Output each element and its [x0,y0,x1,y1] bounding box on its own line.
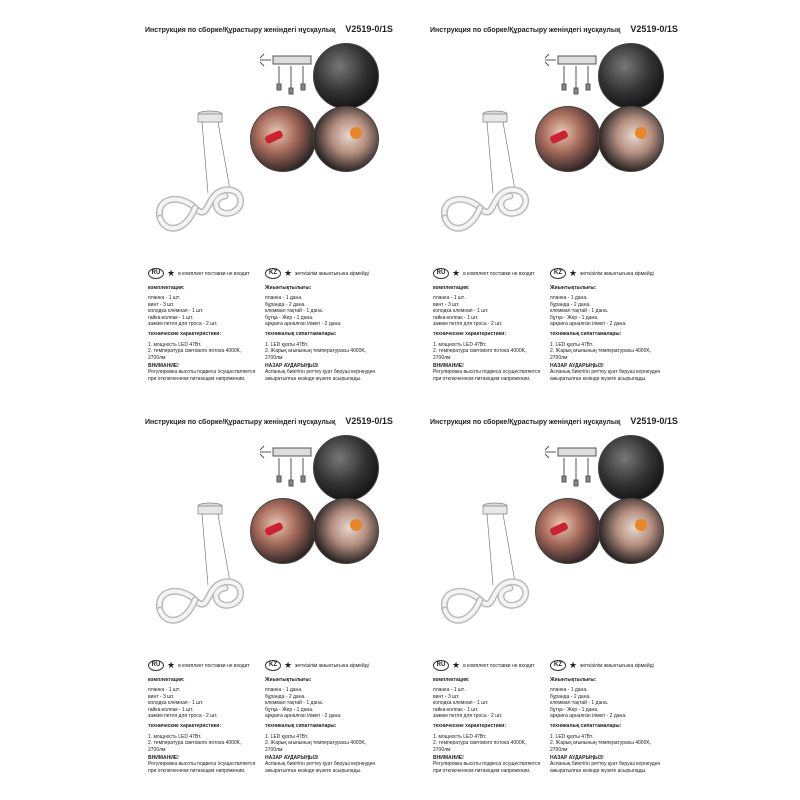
ru-kit-item: винт - 3 шт. [148,693,175,700]
ru-section [433,660,553,774]
kz-header-text: жеткізілім жиынтығына кірмейді [295,662,369,669]
ru-kit-item: колодка клемная - 1 шт. [433,308,489,315]
ru-kit-item: планка - 1 шт. [433,687,465,694]
ru-warning-text: Регулировка высоты подвеса осуществляется [148,369,256,376]
ru-header-text: в комплект поставки не входит [178,662,250,669]
kz-kit-item: бұранда - 2 дана. [550,301,591,308]
kz-kit-item: арқанға арналған ілмегі - 2 дана. [265,713,342,720]
kz-warning-label: НАЗАР АУДАРЫҢЫЗ! [550,363,604,370]
star-icon: ★ [452,268,461,279]
kz-flag-icon: KZ [265,268,281,279]
ru-section [148,268,268,382]
ru-flag-icon: RU [433,268,449,279]
kz-header [550,268,670,279]
kz-kit-item: бұтқа - Жер - 1 дана. [265,706,314,713]
kz-kit-item: арқанға арналған ілмегі - 2 дана. [550,321,627,328]
kz-kit-item: клеммал тақтай - 1 дана. [550,700,609,707]
kz-spec-item: 2700лм [265,746,283,753]
kz-header [265,268,385,279]
photo-cable-clamp [598,498,664,564]
ru-section [433,268,553,382]
kz-kit-item: арқанға арналған ілмегі - 2 дана. [265,321,342,328]
kz-warning-text: ажыратылған кезінде жүзеге асырылады. [550,767,647,774]
star-icon: ★ [569,660,578,671]
model-code: V2519-0/1S [630,24,678,34]
kz-spec-item: 2700лм [265,354,283,361]
star-icon: ★ [452,660,461,671]
ru-spec-item: 2. температура светового потока 4000K, [433,348,527,355]
kz-warning-label: НАЗАР АУДАРЫҢЫЗ! [265,363,319,370]
ru-kit-item: зажим петля для троса - 2 шт. [433,321,503,328]
kz-kit-item: бұтқа - Жер - 1 дана. [550,706,599,713]
ru-kit-item: винт - 3 шт. [148,301,175,308]
ru-header [433,268,553,279]
title-text: Инструкция по сборке/Құрастыру женіндегі нұсқаулық [145,419,336,426]
ru-kit-item: колодка клемная - 1 шт. [433,700,489,707]
ru-section [148,660,268,774]
kz-flag-icon: KZ [550,660,566,671]
kz-kit-item: бұранда - 2 дана. [265,301,306,308]
ru-warning-label: ВНИМАНИЕ! [148,755,179,762]
model-code: V2519-0/1S [345,24,393,34]
ru-kit-item: винт - 3 шт. [433,301,460,308]
ru-spec-item: 1. мощность LED 47Вт. [148,341,202,348]
kz-header-text: жеткізілім жиынтығына кірмейді [295,270,369,277]
kz-header [265,660,385,671]
kz-kit-label: Жиынтықтылығы: [265,677,312,683]
kz-spec-item: 2. Жарық ағынының температурасы 4000K, [550,740,652,747]
kz-spec-item: 1. LED қуаты 47Вт. [265,733,309,740]
star-icon: ★ [284,660,293,671]
ru-kit-label: комплектация: [433,677,470,683]
ru-spec-item: 2. температура светового потока 4000K, [148,348,242,355]
instruction-sheet [425,18,705,382]
kz-flag-icon: KZ [265,660,281,671]
photo-cable-clamp [598,106,664,172]
kz-kit-item: бұранда - 2 дана. [265,693,306,700]
kz-spec-label: техникалық сипаттамалары: [550,331,622,338]
instruction-sheet [140,410,420,774]
ru-spec-item: 1. мощность LED 47Вт. [148,733,202,740]
ru-kit-item: гайка-колпак - 1 шт. [148,314,194,321]
ru-spec-item: 1. мощность LED 47Вт. [433,733,487,740]
lamp-illustration [435,98,545,248]
kz-spec-item: 2. Жарық ағынының температурасы 4000K, [265,348,367,355]
star-icon: ★ [284,268,293,279]
photo-wiring [598,43,664,109]
kz-warning-text: ажыратылған кезінде жүзеге асырылады. [265,767,362,774]
ru-spec-label: технические характеристики: [148,723,221,730]
kz-warning-label: НАЗАР АУДАРЫҢЫЗ! [265,755,319,762]
kz-spec-item: 2. Жарық ағынының температурасы 4000K, [265,740,367,747]
kz-warning-text: Аспаның биіктігін реттеу қуат беруші кернеуден [550,761,661,768]
ru-spec-label: технические характеристики: [148,331,221,338]
kz-header [550,660,670,671]
kz-section [265,660,385,774]
ru-warning-label: ВНИМАНИЕ! [433,755,464,762]
ru-warning-text: при отключенном питающем напряжении. [433,375,531,382]
ru-kit-item: гайка-колпак - 1 шт. [433,314,479,321]
kz-kit-item: планка - 1 дана. [550,687,588,694]
ru-spec-item: 2. температура светового потока 4000K, [148,740,242,747]
kz-spec-item: 1. LED қуаты 47Вт. [550,733,594,740]
kz-warning-text: Аспаның биіктігін реттеу қуат беруші кернеуден [265,369,376,376]
ru-kit-label: комплектация: [148,677,185,683]
kz-kit-label: Жиынтықтылығы: [265,285,312,291]
kz-section [550,268,670,382]
title-text: Инструкция по сборке/Құрастыру женіндегі нұсқаулық [430,419,621,426]
photo-wiring [313,43,379,109]
star-icon: ★ [167,268,176,279]
ru-header-text: в комплект поставки не входит [463,270,535,277]
kz-kit-label: Жиынтықтылығы: [550,285,597,291]
photo-wiring [313,435,379,501]
kz-header-text: жеткізілім жиынтығына кірмейді [580,662,654,669]
instruction-sheet [425,410,705,774]
kz-kit-item: арқанға арналған ілмегі - 2 дана. [550,713,627,720]
ru-warning-text: при отключенном питающем напряжении. [433,767,531,774]
kz-spec-label: техникалық сипаттамалары: [550,723,622,730]
kz-kit-item: клеммал тақтай - 1 дана. [550,308,609,315]
kz-spec-item: 2700лм [550,354,568,361]
photo-cable-clamp [313,106,379,172]
ru-kit-item: зажим петля для троса - 2 шт. [148,713,218,720]
ru-spec-item: 2700лм [433,746,451,753]
model-code: V2519-0/1S [345,416,393,426]
lamp-illustration [435,490,545,640]
kz-spec-label: техникалық сипаттамалары: [265,723,337,730]
kz-section [265,268,385,382]
ru-warning-text: при отключенном питающем напряжении. [148,375,246,382]
ru-kit-item: зажим петля для троса - 2 шт. [148,321,218,328]
kz-warning-label: НАЗАР АУДАРЫҢЫЗ! [550,755,604,762]
ru-flag-icon: RU [148,268,164,279]
sheet-title [430,24,700,34]
ru-spec-item: 2700лм [148,746,166,753]
kz-kit-label: Жиынтықтылығы: [550,677,597,683]
kz-kit-item: бұтқа - Жер - 1 дана. [265,314,314,321]
kz-warning-text: Аспаның биіктігін реттеу қуат беруші кернеуден [550,369,661,376]
kz-spec-label: техникалық сипаттамалары: [265,331,337,338]
lamp-illustration [150,490,260,640]
kz-header-text: жеткізілім жиынтығына кірмейді [580,270,654,277]
kz-kit-item: клеммал тақтай - 1 дана. [265,700,324,707]
kz-kit-item: клеммал тақтай - 1 дана. [265,308,324,315]
ru-flag-icon: RU [433,660,449,671]
ru-header-text: в комплект поставки не входит [463,662,535,669]
kz-spec-item: 2700лм [550,746,568,753]
kz-kit-item: бұранда - 2 дана. [550,693,591,700]
star-icon: ★ [167,660,176,671]
kz-kit-item: планка - 1 дана. [265,295,303,302]
kz-spec-item: 2. Жарық ағынының температурасы 4000K, [550,348,652,355]
ru-kit-item: винт - 3 шт. [433,693,460,700]
ru-header [433,660,553,671]
ru-header-text: в комплект поставки не входит [178,270,250,277]
kz-spec-item: 1. LED қуаты 47Вт. [550,341,594,348]
ru-spec-item: 1. мощность LED 47Вт. [433,341,487,348]
sheet-title [145,24,415,34]
star-icon: ★ [569,268,578,279]
kz-kit-item: бұтқа - Жер - 1 дана. [550,314,599,321]
instruction-sheet [140,18,420,382]
sheet-title [430,416,700,426]
title-text: Инструкция по сборке/Құрастыру женіндегі нұсқаулық [145,27,336,34]
ru-header [148,660,268,671]
kz-kit-item: планка - 1 дана. [265,687,303,694]
ru-kit-item: колодка клемная - 1 шт. [148,700,204,707]
ru-warning-label: ВНИМАНИЕ! [148,363,179,370]
lamp-illustration [150,98,260,248]
ru-spec-item: 2700лм [433,354,451,361]
ru-kit-item: планка - 1 шт. [148,295,180,302]
ru-kit-item: планка - 1 шт. [433,295,465,302]
ru-kit-label: комплектация: [433,285,470,291]
ru-kit-item: гайка-колпак - 1 шт. [433,706,479,713]
ru-spec-label: технические характеристики: [433,331,506,338]
kz-flag-icon: KZ [550,268,566,279]
ru-warning-label: ВНИМАНИЕ! [433,363,464,370]
photo-wiring [598,435,664,501]
ru-spec-item: 2. температура светового потока 4000K, [433,740,527,747]
kz-kit-item: планка - 1 дана. [550,295,588,302]
ru-kit-label: комплектация: [148,285,185,291]
ru-warning-text: Регулировка высоты подвеса осуществляется [433,761,541,768]
ru-warning-text: Регулировка высоты подвеса осуществляется [433,369,541,376]
ru-kit-item: колодка клемная - 1 шт. [148,308,204,315]
sheet-title [145,416,415,426]
ru-kit-item: планка - 1 шт. [148,687,180,694]
ru-kit-item: зажим петля для троса - 2 шт. [433,713,503,720]
kz-warning-text: Аспаның биіктігін реттеу қуат беруші кернеуден [265,761,376,768]
ru-spec-label: технические характеристики: [433,723,506,730]
ru-flag-icon: RU [148,660,164,671]
kz-warning-text: ажыратылған кезінде жүзеге асырылады. [265,375,362,382]
title-text: Инструкция по сборке/Құрастыру женіндегі нұсқаулық [430,27,621,34]
ru-spec-item: 2700лм [148,354,166,361]
photo-cable-clamp [313,498,379,564]
kz-spec-item: 1. LED қуаты 47Вт. [265,341,309,348]
ru-kit-item: гайка-колпак - 1 шт. [148,706,194,713]
kz-warning-text: ажыратылған кезінде жүзеге асырылады. [550,375,647,382]
model-code: V2519-0/1S [630,416,678,426]
kz-section [550,660,670,774]
ru-warning-text: при отключенном питающем напряжении. [148,767,246,774]
ru-header [148,268,268,279]
ru-warning-text: Регулировка высоты подвеса осуществляется [148,761,256,768]
